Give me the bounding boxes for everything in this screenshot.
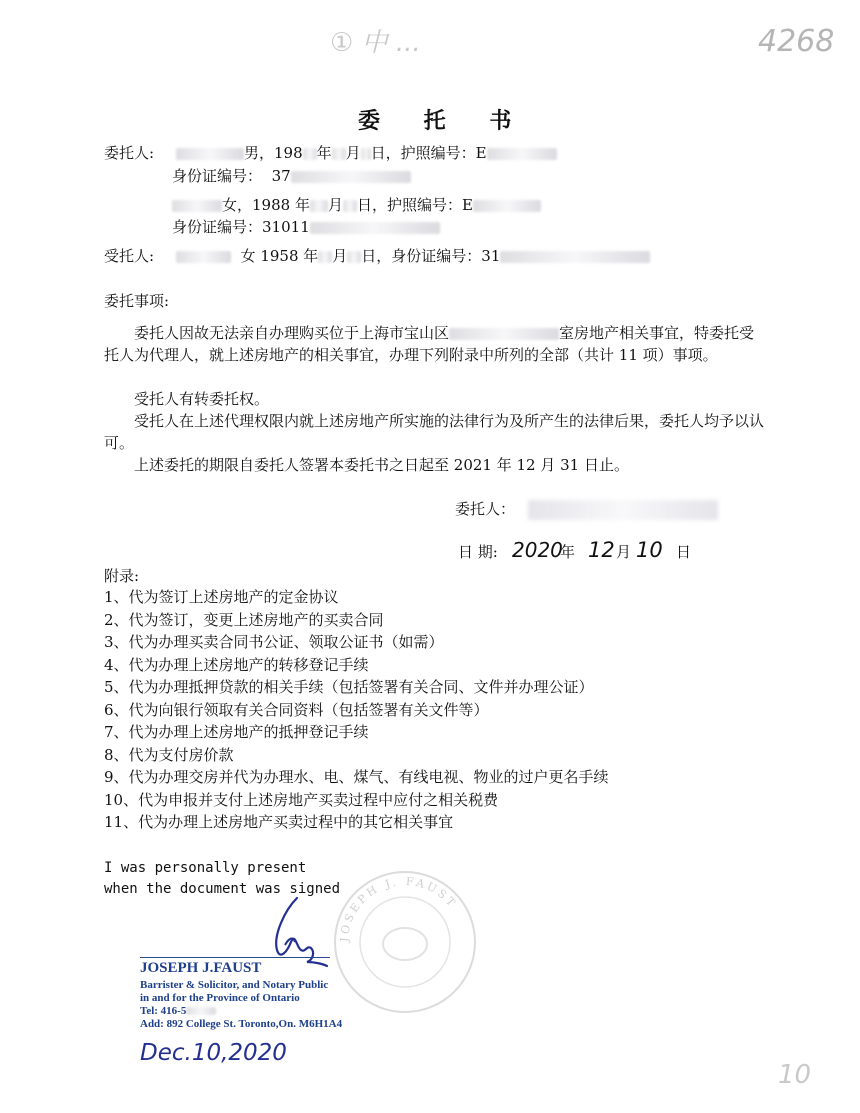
notary-title-1: Barrister & Solicitor, and Notary Public [140, 979, 329, 991]
appendix-item: 3、代为办理买卖合同书公证、领取公证书（如需） [104, 633, 444, 651]
principal-1-line-1: 男，198 年 月 日，护照编号：E [176, 142, 557, 164]
signature-date-label: 日 期: [458, 543, 498, 561]
signature-month-char: 月 [616, 543, 632, 561]
signature-date-month: 12 [588, 538, 615, 562]
signature-year-char: 年 [560, 543, 576, 561]
agent-line: 女 1958 年 月 日，身份证编号：31 [176, 245, 650, 267]
principal-2-line-2: 身份证编号：31011 [172, 216, 440, 238]
handwritten-date: Dec.10,2020 [140, 1040, 287, 1066]
notary-name: JOSEPH J.FAUST [140, 960, 262, 976]
matters-label: 委托事项: [104, 292, 170, 310]
signature-principal-label: 委托人： [455, 500, 516, 518]
appendix-item: 6、代为向银行领取有关合同资料（包括签署有关文件等） [104, 700, 489, 719]
signature-date-day: 10 [636, 538, 663, 562]
appendix-item: 7、代为办理上述房地产的抵押登记手续 [104, 723, 369, 741]
notary-attest-line-2: when the document was signed [104, 881, 341, 897]
appendix-item: 5、代为办理抵押贷款的相关手续（包括签署有关合同、文件并办理公证） [104, 678, 594, 696]
appendix-item: 8、代为支付房价款 [104, 745, 234, 764]
principal-2-line-1: 女，1988 年 月 日，护照编号：E [172, 194, 541, 216]
svg-text:JOSEPH J. FAUST [338, 875, 460, 943]
matters-paragraph-3: 受托人在上述代理权限内就上述房地产所实施的法律行为及所产生的法律后果，委托人均予以认可。 [104, 412, 765, 452]
matters-paragraph-4: 上述委托的期限自委托人签署本委托书之日起至 2021 年 12 月 31 日止。 [134, 456, 629, 474]
principal-1-line-2: 身份证编号： 37 [172, 165, 411, 187]
signature-date-year: 2020 [512, 538, 563, 562]
signature-day-char: 日 [676, 543, 692, 561]
appendix-item: 4、代为办理上述房地产的转移登记手续 [104, 655, 369, 674]
matters-paragraph-2: 受托人有转委托权。 [134, 390, 270, 408]
top-right-number: 4268 [758, 24, 835, 59]
appendix-item: 2、代为签订，变更上述房地产的买卖合同 [104, 610, 384, 629]
principal-label: 委托人: [104, 144, 155, 162]
notary-attest-line-1: I was personally present [104, 860, 307, 876]
top-handwritten-mark: ① 中 ... [330, 28, 421, 58]
appendix-item: 10、代为申报并支付上述房地产买卖过程中应付之相关税费 [104, 790, 499, 809]
agent-label: 受托人: [104, 247, 155, 265]
bottom-right-number: 10 [778, 1060, 812, 1090]
appendix-item: 11、代为办理上述房地产买卖过程中的其它相关事宜 [104, 813, 454, 831]
appendix-list [104, 586, 609, 834]
stamp-rule [140, 957, 330, 958]
appendix-item: 9、代为办理交房并代为办理水、电、煤气、有线电视、物业的过户更名手续 [104, 768, 609, 786]
redacted-signature [528, 500, 718, 520]
notary-signature [255, 890, 335, 970]
notary-seal [318, 862, 493, 1022]
appendix-item: 1、代为签订上述房地产的定金协议 [104, 588, 339, 606]
notary-tel: Tel: 416-5 [140, 1005, 216, 1018]
notary-title-2: in and for the Province of Ontario [140, 992, 300, 1004]
document-title: 委 托 书 [358, 108, 530, 134]
seal-text: JOSEPH J. FAUST [337, 874, 460, 943]
notary-address: Add: 892 College St. Toronto,On. M6H1A4 [140, 1018, 343, 1030]
appendix-label: 附录: [104, 567, 140, 585]
matters-paragraph-1: 委托人因故无法亲自办理购买位于上海市宝山区 室房地产相关事宜，特委托受托人为代理人，就上述房地产的相关事宜，办理下列附录中所列的全部（共计 11 项）事项。 [104, 324, 755, 364]
